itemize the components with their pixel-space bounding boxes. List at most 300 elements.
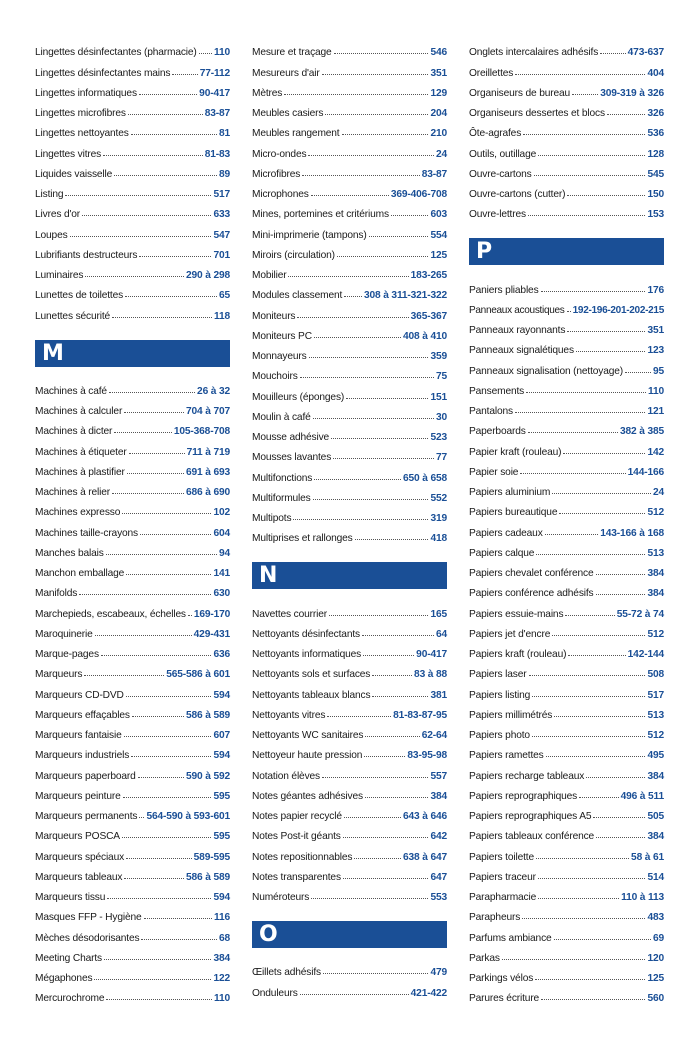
- dot-leader: [114, 175, 217, 176]
- index-entry: [35, 119, 230, 139]
- dot-leader: [331, 438, 428, 439]
- page-reference: 604: [213, 527, 230, 539]
- index-term: Meubles rangement: [252, 128, 340, 140]
- dot-leader: [188, 615, 192, 616]
- dot-leader: [139, 94, 197, 95]
- index-entry: [469, 721, 664, 741]
- dot-leader: [313, 418, 434, 419]
- index-term: Machines taille-crayons: [35, 527, 138, 539]
- dot-leader: [84, 675, 164, 676]
- index-entry: [469, 275, 664, 295]
- dot-leader: [572, 94, 598, 95]
- index-entry: [35, 38, 230, 58]
- index-term: Papiers kraft (rouleau): [469, 649, 567, 660]
- index-entry: [252, 79, 447, 99]
- dot-leader: [552, 493, 651, 494]
- dot-leader: [502, 959, 646, 960]
- index-entry: [35, 964, 230, 984]
- index-term: Œillets adhésifs: [252, 967, 321, 979]
- index-entry: [252, 423, 447, 443]
- index-entry: [35, 802, 230, 822]
- index-term: Marqueurs effaçables: [35, 709, 130, 721]
- page-reference: 643 à 646: [403, 811, 447, 822]
- index-term: Papiers listing: [469, 689, 531, 701]
- index-term: Mini-imprimerie (tampons): [252, 229, 367, 241]
- index-term: Mousses lavantes: [252, 452, 332, 464]
- dot-leader: [107, 898, 211, 899]
- page-reference: 110: [214, 993, 230, 1005]
- dot-leader: [596, 594, 646, 595]
- dot-leader: [70, 236, 212, 237]
- page-reference: 165: [430, 608, 447, 620]
- page-reference: 560: [647, 993, 664, 1005]
- dot-leader: [323, 973, 428, 974]
- dot-leader: [124, 736, 212, 737]
- page-reference: 83-95-98: [407, 750, 447, 762]
- index-entry: [252, 403, 447, 423]
- index-term: Notes géantes adhésives: [252, 790, 363, 802]
- index-term: Pantalons: [469, 406, 513, 417]
- dot-leader: [131, 756, 211, 757]
- index-entry: [252, 342, 447, 362]
- index-term: Multiformules: [252, 492, 311, 504]
- index-term: Microfibres: [252, 168, 301, 180]
- dot-leader: [109, 392, 195, 393]
- page-reference: 429-431: [193, 628, 230, 640]
- page-reference: 309-319 à 326: [600, 87, 664, 99]
- page-reference: 547: [213, 229, 230, 241]
- index-entry: [35, 180, 230, 200]
- index-entry: [469, 397, 664, 417]
- page-reference: 384: [647, 568, 664, 579]
- page-reference: 512: [647, 628, 664, 640]
- dot-leader: [567, 195, 645, 196]
- index-term: Papiers reprographiques: [469, 790, 578, 802]
- page-reference: 125: [430, 249, 447, 261]
- index-term: Organiseurs dessertes et blocs: [469, 108, 605, 119]
- index-term: Manifolds: [35, 588, 78, 600]
- index-entry: [469, 437, 664, 457]
- dot-leader: [372, 696, 428, 697]
- dot-leader: [536, 858, 629, 859]
- page-reference: 523: [430, 432, 447, 443]
- index-entry: [469, 761, 664, 781]
- index-term: Parapheurs: [469, 912, 521, 924]
- dot-leader: [308, 155, 434, 156]
- dot-leader: [579, 797, 618, 798]
- index-entry: [469, 883, 664, 903]
- page-reference: 630: [213, 588, 230, 600]
- dot-leader: [122, 837, 211, 838]
- index-term: Micro-ondes: [252, 148, 307, 160]
- index-term: Marqueurs tissu: [35, 892, 106, 903]
- index-entry: [35, 200, 230, 220]
- dot-leader: [144, 918, 212, 919]
- index-entry: [252, 139, 447, 159]
- index-entry: [469, 200, 664, 220]
- index-term: Papiers calque: [469, 547, 535, 559]
- index-entry: [469, 964, 664, 984]
- index-entry: [469, 119, 664, 139]
- index-entry: [469, 923, 664, 943]
- index-entry: [469, 741, 664, 761]
- index-term: Mesure et traçage: [252, 47, 332, 59]
- dot-leader: [568, 655, 625, 656]
- index-term: Notes transparentes: [252, 871, 341, 883]
- page-reference: 118: [214, 310, 230, 322]
- page-reference: 153: [647, 209, 664, 221]
- index-term: Ouvre-cartons (cutter): [469, 189, 566, 200]
- index-entry: [469, 620, 664, 640]
- page-reference: 110: [648, 385, 664, 397]
- page-reference: 589-595: [193, 851, 230, 863]
- page-reference: 24: [435, 148, 447, 160]
- dot-leader: [309, 357, 429, 358]
- index-entry: [252, 721, 447, 741]
- page-reference: 94: [218, 547, 230, 559]
- page-reference: 384: [647, 770, 664, 782]
- index-entry: [35, 721, 230, 741]
- index-term: Marchepieds, escabeaux, échelles: [35, 608, 186, 620]
- dot-leader: [529, 675, 646, 676]
- index-term: Mousse adhésive: [252, 432, 330, 443]
- index-term: Paperboards: [469, 426, 526, 438]
- index-entry: [469, 903, 664, 923]
- section-letter-n: N: [252, 562, 447, 589]
- page-reference: 55-72 à 74: [616, 608, 664, 620]
- page-reference: 308 à 311-321-322: [364, 290, 447, 302]
- index-term: Parapharmacie: [469, 892, 537, 903]
- page-reference: 351: [647, 325, 664, 336]
- dot-leader: [172, 74, 197, 75]
- dot-leader: [532, 696, 645, 697]
- index-term: Onduleurs: [252, 987, 298, 999]
- index-term: Luminaires: [35, 270, 84, 281]
- index-term: Marqueurs POSCA: [35, 831, 120, 843]
- index-entry: [252, 443, 447, 463]
- dot-leader: [129, 453, 185, 454]
- page-reference: 545: [647, 168, 664, 180]
- index-entry: [35, 437, 230, 457]
- index-term: Nettoyants désinfectants: [252, 628, 360, 640]
- dot-leader: [600, 53, 626, 54]
- page-reference: 586 à 589: [186, 709, 230, 721]
- index-entry: [469, 180, 664, 200]
- dot-leader: [124, 878, 184, 879]
- index-entry: [252, 322, 447, 342]
- page-reference: 554: [430, 229, 447, 241]
- index-entry: [469, 984, 664, 1004]
- dot-leader: [593, 817, 645, 818]
- index-term: Loupes: [35, 229, 68, 241]
- index-term: Marqueurs tableaux: [35, 871, 123, 883]
- page-reference: 421-422: [410, 987, 447, 999]
- dot-leader: [302, 175, 420, 176]
- index-term: Marqueurs industriels: [35, 750, 130, 762]
- page-reference: 110: [214, 47, 230, 59]
- index-column-1: [35, 38, 230, 1004]
- page-reference: 81-83-87-95: [393, 709, 447, 721]
- index-entry: [35, 79, 230, 99]
- index-term: Papiers aluminium: [469, 487, 551, 498]
- dot-leader: [552, 635, 645, 636]
- index-entry: [252, 842, 447, 862]
- page-reference: 102: [213, 507, 230, 519]
- page-reference: 120: [647, 952, 664, 964]
- dot-leader: [112, 493, 184, 494]
- index-entry: [35, 599, 230, 619]
- page-reference: 128: [647, 148, 664, 160]
- dot-leader: [311, 898, 428, 899]
- page-reference: 116: [214, 912, 230, 924]
- index-entry: [252, 38, 447, 58]
- dot-leader: [126, 696, 212, 697]
- page-reference: 68: [218, 932, 230, 944]
- index-entry: [469, 782, 664, 802]
- page-reference: 89: [218, 168, 230, 180]
- index-entry: [469, 842, 664, 862]
- page-reference: 565-586 à 601: [166, 669, 230, 681]
- index-entry: [252, 180, 447, 200]
- page-reference: 326: [647, 108, 664, 119]
- index-entry: [35, 478, 230, 498]
- index-entry: [35, 640, 230, 660]
- dot-leader: [342, 134, 429, 135]
- index-term: Lingettes microfibres: [35, 108, 126, 119]
- index-entry: [252, 958, 447, 978]
- index-term: Papiers chevalet conférence: [469, 568, 594, 579]
- index-entry: [252, 599, 447, 619]
- dot-leader: [284, 94, 428, 95]
- index-term: Multipots: [252, 513, 292, 524]
- page-reference: 564-590 à 593-601: [146, 811, 230, 822]
- index-term: Miroirs (circulation): [252, 249, 335, 261]
- index-term: Mesureurs d'air: [252, 67, 320, 79]
- index-term: Mouchoirs: [252, 371, 298, 383]
- dot-leader: [131, 134, 217, 135]
- index-entry: [469, 478, 664, 498]
- page-reference: 210: [430, 128, 447, 140]
- page-reference: 594: [213, 689, 230, 701]
- page-reference: 701: [213, 249, 230, 261]
- index-term: Multiprises et rallonges: [252, 533, 353, 545]
- index-term: Marqueurs permanents: [35, 811, 138, 822]
- page-reference: 83-87: [204, 108, 230, 119]
- index-term: Papiers bureautique: [469, 507, 558, 519]
- index-entry: [469, 79, 664, 99]
- page-reference: 110 à 113: [621, 892, 664, 903]
- index-term: Notes Post-it géants: [252, 831, 341, 843]
- index-entry: [35, 397, 230, 417]
- page-reference: 26 à 32: [197, 385, 230, 397]
- page-reference: 514: [647, 871, 664, 883]
- dot-leader: [554, 939, 651, 940]
- dot-leader: [141, 939, 217, 940]
- page-reference: 169-170: [193, 608, 231, 620]
- page-reference: 83 à 88: [414, 669, 447, 681]
- dot-leader: [534, 175, 646, 176]
- index-entry: [35, 579, 230, 599]
- index-term: Mégaphones: [35, 973, 93, 984]
- dot-leader: [391, 215, 429, 216]
- index-entry: [35, 701, 230, 721]
- index-term: Papiers millimétrés: [469, 709, 553, 721]
- page-reference: 143-166 à 168: [600, 527, 664, 539]
- index-entry: [35, 680, 230, 700]
- index-entry: [469, 58, 664, 78]
- index-term: Mètres: [252, 87, 283, 99]
- dot-leader: [329, 615, 428, 616]
- index-entry: [252, 822, 447, 842]
- index-term: Machines expresso: [35, 507, 121, 519]
- index-term: Parures écriture: [469, 993, 540, 1005]
- index-entry: [252, 160, 447, 180]
- dot-leader: [536, 554, 645, 555]
- index-entry: [35, 281, 230, 301]
- page-reference: 404: [647, 67, 664, 79]
- dot-leader: [363, 655, 414, 656]
- dot-leader: [123, 797, 212, 798]
- index-term: Notes repositionnables: [252, 851, 353, 863]
- index-term: Lingettes informatiques: [35, 87, 137, 99]
- index-entry: [469, 356, 664, 376]
- dot-leader: [528, 432, 618, 433]
- page-reference: 319: [430, 513, 447, 524]
- index-term: Panneaux rayonnants: [469, 325, 566, 336]
- page-reference: 129: [430, 87, 447, 99]
- dot-leader: [311, 195, 389, 196]
- page-reference: 638 à 647: [403, 851, 447, 863]
- page-reference: 536: [647, 128, 664, 140]
- index-term: Machines à étiqueter: [35, 446, 127, 458]
- index-entry: [469, 498, 664, 518]
- dot-leader: [520, 473, 625, 474]
- page-reference: 369-406-708: [390, 189, 447, 200]
- index-entry: [35, 822, 230, 842]
- index-term: Lingettes nettoyantes: [35, 128, 129, 140]
- dot-leader: [567, 331, 645, 332]
- index-term: Numéroteurs: [252, 892, 310, 903]
- index-term: Maroquinerie: [35, 628, 93, 640]
- page-reference: 141: [213, 568, 230, 579]
- index-entry: [252, 281, 447, 301]
- index-term: Paniers pliables: [469, 284, 539, 296]
- dot-leader: [126, 858, 192, 859]
- page-reference: 125: [647, 973, 664, 984]
- dot-leader: [337, 256, 429, 257]
- page-reference: 512: [647, 507, 664, 519]
- index-entry: [252, 802, 447, 822]
- index-entry: [252, 301, 447, 321]
- dot-leader: [300, 994, 409, 995]
- dot-leader: [535, 979, 645, 980]
- dot-leader: [541, 999, 645, 1000]
- index-entry: [35, 220, 230, 240]
- dot-leader: [365, 736, 419, 737]
- index-term: Nettoyants WC sanitaires: [252, 730, 364, 741]
- index-term: Papiers tableaux conférence: [469, 831, 595, 843]
- page-reference: 150: [647, 189, 664, 200]
- dot-leader: [538, 155, 645, 156]
- page-reference: 62-64: [421, 730, 447, 741]
- index-entry: [469, 599, 664, 619]
- page-reference: 595: [213, 790, 230, 802]
- dot-leader: [355, 539, 429, 540]
- index-entry: [35, 883, 230, 903]
- index-column-2: [252, 38, 447, 999]
- index-entry: [35, 241, 230, 261]
- dot-leader: [538, 898, 619, 899]
- dot-leader: [528, 215, 646, 216]
- dot-leader: [65, 195, 211, 196]
- index-term: Marqueurs paperboard: [35, 770, 136, 782]
- dot-leader: [127, 473, 184, 474]
- index-entry: [469, 38, 664, 58]
- index-term: Nettoyants sols et surfaces: [252, 669, 371, 681]
- index-term: Moniteurs: [252, 310, 296, 322]
- index-entry: [469, 822, 664, 842]
- index-entry: [252, 978, 447, 998]
- index-term: Panneaux signalétiques: [469, 345, 574, 357]
- index-entry: [469, 518, 664, 538]
- page-reference: 75: [435, 371, 447, 383]
- index-entry: [469, 139, 664, 159]
- index-entry: [469, 863, 664, 883]
- page-reference: 553: [430, 892, 447, 903]
- page-reference: 81: [218, 128, 230, 140]
- page-reference: 686 à 690: [186, 487, 230, 498]
- index-term: Lunettes de toilettes: [35, 290, 124, 302]
- index-term: Parfums ambiance: [469, 932, 552, 944]
- dot-leader: [343, 878, 429, 879]
- page-reference: 176: [647, 284, 664, 296]
- index-term: Livres d'or: [35, 209, 81, 221]
- index-entry: [252, 58, 447, 78]
- page-reference: 382 à 385: [620, 426, 664, 438]
- index-term: Liquides vaisselle: [35, 168, 113, 180]
- index-term: Manches balais: [35, 547, 104, 559]
- page-reference: 58 à 61: [631, 851, 664, 863]
- dot-leader: [293, 519, 428, 520]
- page-reference: 408 à 410: [403, 330, 447, 342]
- index-entry: [469, 458, 664, 478]
- dot-leader: [364, 756, 405, 757]
- index-term: Masques FFP - Hygiène: [35, 912, 142, 924]
- index-entry: [252, 261, 447, 281]
- section-letter-p: P: [469, 238, 664, 265]
- index-term: Papiers toilette: [469, 851, 534, 863]
- page-reference: 512: [647, 730, 664, 741]
- index-entry: [252, 99, 447, 119]
- dot-leader: [334, 53, 429, 54]
- index-entry: [252, 640, 447, 660]
- index-term: Papiers laser: [469, 669, 527, 681]
- dot-leader: [139, 256, 211, 257]
- index-entry: [252, 220, 447, 240]
- page-reference: 359: [430, 351, 447, 362]
- index-term: Machines à plastifier: [35, 466, 125, 478]
- index-entry: [35, 620, 230, 640]
- page-reference: 24: [652, 487, 664, 498]
- section-letter-o: O: [252, 921, 447, 948]
- page-reference: 650 à 658: [403, 472, 447, 484]
- dot-leader: [95, 635, 192, 636]
- page-reference: 151: [430, 391, 447, 403]
- index-term: Navettes courrier: [252, 608, 328, 620]
- index-entry: [469, 417, 664, 437]
- index-term: Notes papier recyclé: [252, 811, 342, 822]
- index-entry: [252, 863, 447, 883]
